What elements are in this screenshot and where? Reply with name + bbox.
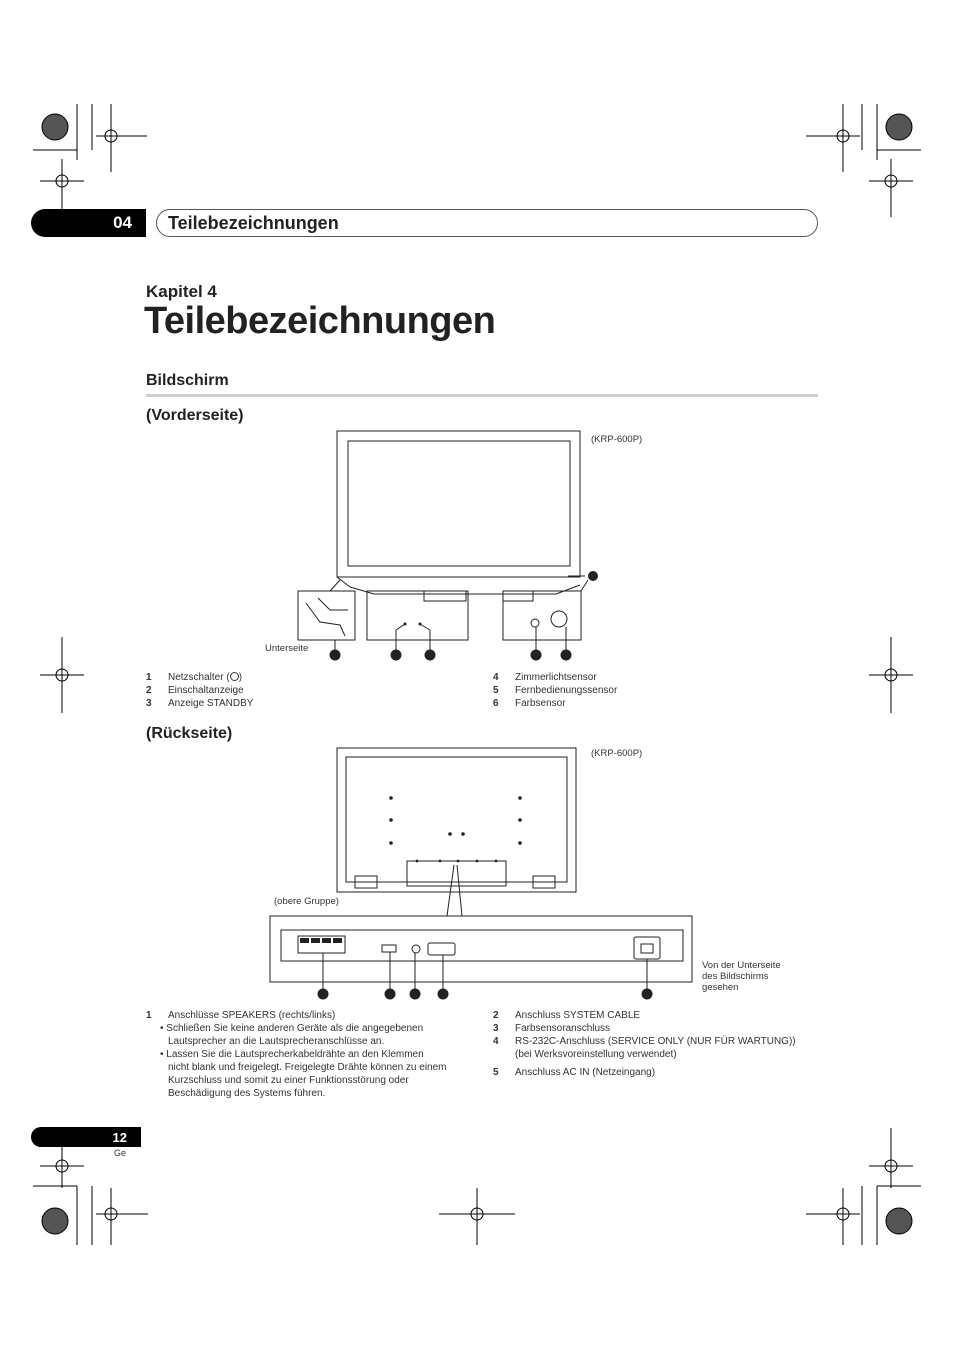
rear-underside-note — [702, 960, 781, 993]
bullet-line: Kurzschluss und somit zu einer Funktionsstörung oder — [168, 1075, 409, 1086]
chapter-number: 04 — [113, 213, 132, 232]
legend-number: 3 — [493, 1023, 499, 1034]
underside-label: Unterseite — [265, 643, 309, 654]
rear-legend-left — [146, 1009, 476, 1100]
bullet-line: nicht blank und freigelegt. Freigelegte Drähte können zu einem — [168, 1062, 447, 1073]
legend-label: Zimmerlichtsensor — [515, 672, 597, 683]
legend-number: 3 — [146, 698, 152, 709]
legend-item — [493, 1066, 823, 1079]
page-number-tab — [31, 1127, 141, 1147]
legend-item — [493, 1035, 823, 1061]
legend-item — [146, 1009, 476, 1022]
chapter-kapitel: Kapitel 4 — [146, 282, 217, 301]
front-model: (KRP-600P) — [591, 434, 643, 445]
legend-label: Anzeige STANDBY — [168, 698, 254, 709]
legend-label-end: ) — [238, 672, 243, 683]
rear-bullet-1 — [146, 1022, 476, 1048]
legend-number: 6 — [493, 698, 499, 709]
legend-number: 1 — [146, 1010, 152, 1021]
legend-sub: (bei Werksvoreinstellung verwendet) — [515, 1049, 677, 1060]
rear-bullet-2 — [146, 1048, 476, 1100]
legend-item — [493, 1009, 823, 1022]
page-language: Ge — [114, 1148, 127, 1158]
legend-number: 4 — [493, 672, 499, 683]
bullet-line: • Lassen Sie die Lautsprecherkabeldrähte an den Klemmen — [160, 1049, 424, 1060]
front-title: (Vorderseite) — [146, 407, 244, 424]
section-title: Bildschirm — [146, 372, 229, 389]
legend-text — [515, 1035, 796, 1061]
page-title: Teilebezeichnungen — [144, 300, 496, 342]
bullet-line: Beschädigung des Systems führen. — [168, 1088, 326, 1099]
page-number: 12 — [112, 1129, 127, 1145]
rear-frame — [337, 748, 576, 892]
legend-label: Fernbedienungssensor — [515, 685, 618, 696]
legend-label: Farbsensor — [515, 698, 566, 709]
rear-group-label: (obere Gruppe) — [274, 896, 339, 907]
legend-label: Einschaltanzeige — [168, 685, 244, 696]
legend-number: 5 — [493, 685, 499, 696]
rear-title: (Rückseite) — [146, 725, 233, 742]
legend-number: 2 — [493, 1010, 499, 1021]
legend-number: 4 — [493, 1036, 499, 1047]
legend-number: 2 — [146, 685, 152, 696]
rear-group-panel — [270, 916, 692, 982]
note-line: des Bildschirms — [702, 971, 769, 982]
legend-label: Anschluss AC IN (Netzeingang) — [515, 1067, 656, 1078]
rear-model: (KRP-600P) — [591, 748, 643, 759]
legend-label: Anschluss SYSTEM CABLE — [515, 1010, 641, 1021]
note-line: Von der Unterseite — [702, 960, 781, 971]
legend-label: RS-232C-Anschluss (SERVICE ONLY (NUR FÜR WARTUNG)) — [515, 1036, 796, 1047]
legend-label: Farbsensoranschluss — [515, 1023, 611, 1034]
legend-number: 1 — [146, 672, 152, 683]
rear-legend-right — [493, 1009, 823, 1079]
chapter-header-title: Teilebezeichnungen — [156, 209, 818, 237]
bullet-line: Lautsprecher an die Lautsprecheranschlüsse an. — [168, 1036, 385, 1047]
note-line: gesehen — [702, 982, 739, 993]
legend-label: Netzschalter ( — [168, 672, 230, 683]
bullet-line: • Schließen Sie keine anderen Geräte als die angegebenen — [160, 1023, 424, 1034]
legend-number: 5 — [493, 1067, 499, 1078]
legend-label: Anschlüsse SPEAKERS (rechts/links) — [168, 1010, 336, 1021]
legend-item — [493, 1022, 823, 1035]
